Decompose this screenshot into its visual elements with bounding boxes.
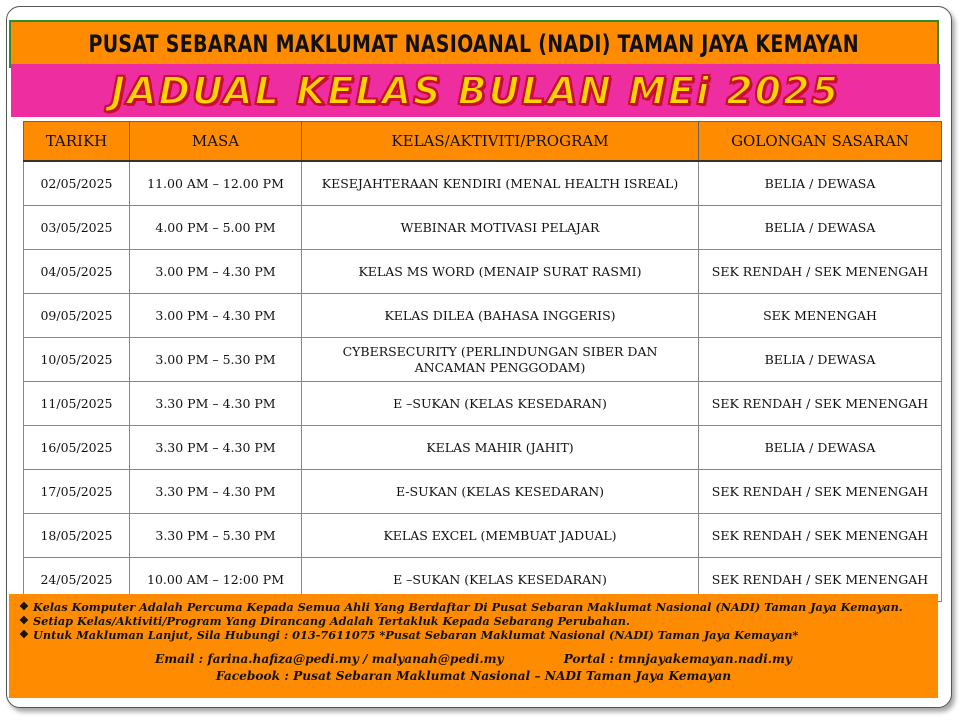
cell-date: 09/05/2025: [24, 294, 130, 338]
cell-target: SEK MENENGAH: [699, 294, 942, 338]
notes-panel: [9, 594, 938, 698]
cell-target: SEK RENDAH / SEK MENENGAH: [699, 514, 942, 558]
cell-date: 16/05/2025: [24, 426, 130, 470]
org-banner: [9, 20, 939, 68]
cell-time: 3.30 PM – 5.30 PM: [130, 514, 302, 558]
cell-date: 11/05/2025: [24, 382, 130, 426]
cell-activity: KESEJAHTERAAN KENDIRI (MENAL HEALTH ISREAL): [302, 161, 699, 206]
cell-activity: E –SUKAN (KELAS KESEDARAN): [302, 382, 699, 426]
email-text: Email : farina.hafiza@pedi.my / malyanah@pedi.my: [155, 652, 504, 666]
diamond-bullet-icon: ❖: [19, 614, 29, 627]
cell-target: SEK RENDAH / SEK MENENGAH: [699, 470, 942, 514]
table-row: [24, 206, 942, 250]
cell-activity: WEBINAR MOTIVASI PELAJAR: [302, 206, 699, 250]
table-row: [24, 514, 942, 558]
table-row: [24, 250, 942, 294]
note-item: [19, 600, 928, 614]
cell-activity: KELAS MS WORD (MENAIP SURAT RASMI): [302, 250, 699, 294]
table-row: [24, 161, 942, 206]
note-item: [19, 614, 928, 628]
cell-activity: E –SUKAN (KELAS KESEDARAN): [302, 558, 699, 602]
cell-date: 24/05/2025: [24, 558, 130, 602]
cell-date: 17/05/2025: [24, 470, 130, 514]
table-row: [24, 426, 942, 470]
cell-activity: E-SUKAN (KELAS KESEDARAN): [302, 470, 699, 514]
cell-activity: CYBERSECURITY (PERLINDUNGAN SIBER DAN ANCAMAN PENGGODAM): [302, 338, 699, 382]
cell-activity: KELAS DILEA (BAHASA INGGERIS): [302, 294, 699, 338]
cell-time: 3.00 PM – 4.30 PM: [130, 294, 302, 338]
cell-target: BELIA / DEWASA: [699, 206, 942, 250]
cell-time: 3.30 PM – 4.30 PM: [130, 470, 302, 514]
cell-time: 11.00 AM – 12.00 PM: [130, 161, 302, 206]
schedule-table: [23, 121, 942, 602]
cell-activity: KELAS MAHIR (JAHIT): [302, 426, 699, 470]
cell-time: 3.00 PM – 4.30 PM: [130, 250, 302, 294]
facebook-line: [19, 668, 928, 685]
table-header-row: [24, 122, 942, 162]
cell-target: BELIA / DEWASA: [699, 338, 942, 382]
facebook-text: Facebook : Pusat Sebaran Maklumat Nasional – NADI Taman Jaya Kemayan: [215, 669, 732, 683]
cell-date: 04/05/2025: [24, 250, 130, 294]
diamond-bullet-icon: ❖: [19, 600, 29, 613]
contact-line: [19, 651, 928, 668]
note-item: [19, 628, 928, 642]
cell-date: 03/05/2025: [24, 206, 130, 250]
note-text: Kelas Komputer Adalah Percuma Kepada Semua Ahli Yang Berdaftar Di Pusat Sebaran Maklumat Nasional (NADI) Taman Jaya Kemayan.: [33, 600, 903, 614]
cell-time: 3.30 PM – 4.30 PM: [130, 426, 302, 470]
page-title: JADUAL KELAS BULAN MEi 2025: [111, 68, 840, 113]
cell-time: 10.00 AM – 12:00 PM: [130, 558, 302, 602]
cell-time: 3.00 PM – 5.30 PM: [130, 338, 302, 382]
table-row: [24, 294, 942, 338]
org-name: PUSAT SEBARAN MAKLUMAT NASIOANAL (NADI) TAMAN JAYA KEMAYAN: [88, 30, 860, 58]
cell-date: 10/05/2025: [24, 338, 130, 382]
diamond-bullet-icon: ❖: [19, 628, 29, 641]
cell-target: SEK RENDAH / SEK MENENGAH: [699, 250, 942, 294]
table-row: [24, 382, 942, 426]
cell-date: 18/05/2025: [24, 514, 130, 558]
cell-target: BELIA / DEWASA: [699, 161, 942, 206]
cell-activity: KELAS EXCEL (MEMBUAT JADUAL): [302, 514, 699, 558]
column-header-target: GOLONGAN SASARAN: [699, 122, 942, 162]
cell-date: 02/05/2025: [24, 161, 130, 206]
title-banner: [11, 64, 940, 117]
cell-time: 4.00 PM – 5.00 PM: [130, 206, 302, 250]
cell-time: 3.30 PM – 4.30 PM: [130, 382, 302, 426]
table-row: [24, 470, 942, 514]
column-header-date: TARIKH: [24, 122, 130, 162]
column-header-activity: KELAS/AKTIVITI/PROGRAM: [302, 122, 699, 162]
column-header-time: MASA: [130, 122, 302, 162]
table-row: [24, 338, 942, 382]
portal-text: Portal : tmnjayakemayan.nadi.my: [563, 652, 792, 666]
cell-target: SEK RENDAH / SEK MENENGAH: [699, 382, 942, 426]
note-text: Untuk Makluman Lanjut, Sila Hubungi : 013-7611075 *Pusat Sebaran Maklumat Nasional (NADI) Taman Jaya Kemayan*: [33, 628, 799, 642]
note-text: Setiap Kelas/Aktiviti/Program Yang Dirancang Adalah Tertakluk Kepada Sebarang Perubahan.: [33, 614, 630, 628]
cell-target: BELIA / DEWASA: [699, 426, 942, 470]
cell-target: SEK RENDAH / SEK MENENGAH: [699, 558, 942, 602]
